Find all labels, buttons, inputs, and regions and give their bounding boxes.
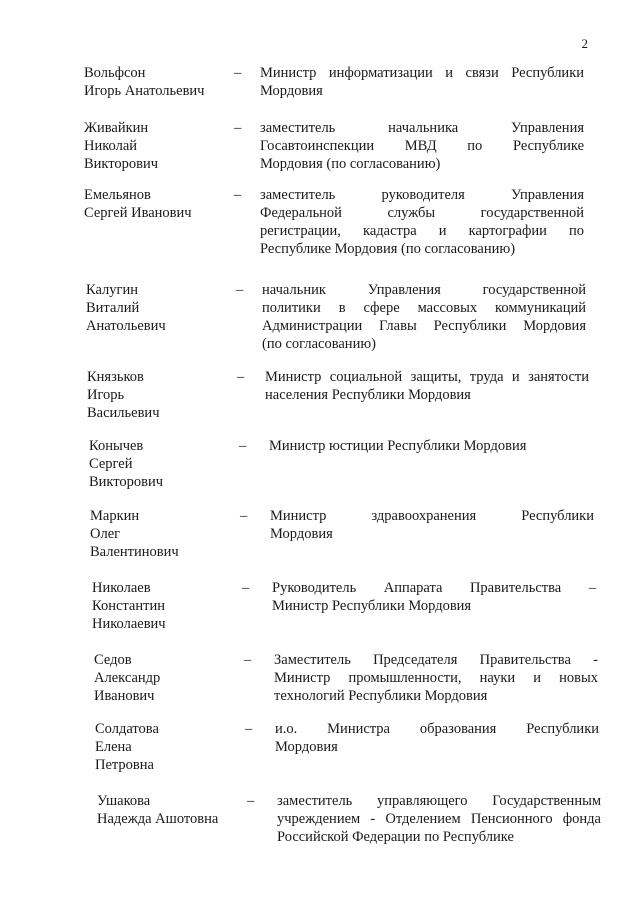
member-name-line: Вольфсон <box>84 65 146 81</box>
member-name-line: Седов <box>94 652 132 668</box>
member-name-line: Васильевич <box>87 405 160 421</box>
member-role-line: учреждением - Отделением Пенсионного фонда <box>277 811 601 827</box>
dash-separator: – <box>234 65 242 81</box>
member-name-line: Князьков <box>87 369 144 385</box>
member-name-line: Петровна <box>95 757 154 773</box>
member-role-line: заместитель управляющего Государственным <box>277 793 601 809</box>
member-role-line: Министр промышленности, науки и новых <box>274 670 598 686</box>
member-name-line: Олег <box>90 526 121 542</box>
member-role-line: Мордовия (по согласованию) <box>260 156 441 172</box>
member-name-line: Калугин <box>86 282 138 298</box>
member-name-line: Валентинович <box>90 544 179 560</box>
member-role-line: Министр Республики Мордовия <box>272 598 472 614</box>
member-role-line: Администрации Главы Республики Мордовия <box>262 318 586 334</box>
member-name-line: Иванович <box>94 688 155 704</box>
dash-separator: – <box>242 580 250 596</box>
member-name-line: Николаев <box>92 580 151 596</box>
member-role-line: Министр здравоохранения Республики <box>270 508 594 524</box>
member-role-line: Мордовия <box>270 526 333 542</box>
member-role <box>260 119 584 173</box>
member-role <box>262 281 586 353</box>
member-role-line: Министр юстиции Республики Мордовия <box>269 438 527 454</box>
member-name-line: Игорь Анатольевич <box>84 83 205 99</box>
member-role-line: Республике Мордовия (по согласованию) <box>260 241 516 257</box>
member-name-line: Емельянов <box>84 187 151 203</box>
dash-separator: – <box>245 721 253 737</box>
member-name-line: Сергей <box>89 456 133 472</box>
member-name-line: Николаевич <box>92 616 166 632</box>
member-name-line: Сергей Иванович <box>84 205 192 221</box>
member-role <box>277 792 601 846</box>
member-name <box>86 281 236 335</box>
dash-separator: – <box>239 438 247 454</box>
member-role-line: начальник Управления государственной <box>262 282 586 298</box>
member-role-line: населения Республики Мордовия <box>265 387 471 403</box>
member-name-line: Елена <box>95 739 132 755</box>
member-role-line: регистрации, кадастра и картографии по <box>260 223 584 239</box>
dash-separator: – <box>237 369 245 385</box>
dash-separator: – <box>236 282 244 298</box>
member-role-line: Госавтоинспекции МВД по Республике <box>260 138 584 154</box>
dash-separator: – <box>240 508 248 524</box>
member-name <box>94 651 244 705</box>
member-role-line: Федеральной службы государственной <box>260 205 584 221</box>
member-role-line: Мордовия <box>275 739 338 755</box>
member-name-line: Конычев <box>89 438 144 454</box>
member-role-line: Министр информатизации и связи Республики <box>260 65 584 81</box>
member-name-line: Ушакова <box>97 793 151 809</box>
member-name-line: Маркин <box>90 508 140 524</box>
member-role-line: и.о. Министра образования Республики <box>275 721 599 737</box>
member-name <box>92 579 242 633</box>
member-role-line: Министр социальной защиты, труда и занятости <box>265 369 589 385</box>
member-name-line: Игорь <box>87 387 125 403</box>
member-role-line: Заместитель Председателя Правительства - <box>274 652 598 668</box>
member-role-line: (по согласованию) <box>262 336 376 352</box>
dash-separator: – <box>234 187 242 203</box>
member-role <box>265 368 589 404</box>
member-name-line: Викторович <box>84 156 159 172</box>
dash-separator: – <box>234 120 242 136</box>
member-role <box>269 437 593 455</box>
member-role-line: заместитель руководителя Управления <box>260 187 584 203</box>
member-name-line: Надежда Ашотовна <box>97 811 219 827</box>
member-role-line: политики в сфере массовых коммуникаций <box>262 300 586 316</box>
member-role <box>275 720 599 756</box>
member-name-line: Александр <box>94 670 161 686</box>
member-name <box>87 368 237 422</box>
member-name <box>84 186 234 222</box>
page-number: 2 <box>581 36 588 51</box>
member-role-line: технологий Республики Мордовия <box>274 688 488 704</box>
member-name-line: Солдатова <box>95 721 159 737</box>
member-role <box>260 64 584 100</box>
member-role <box>260 186 584 258</box>
member-role <box>274 651 598 705</box>
dash-separator: – <box>247 793 255 809</box>
dash-separator: – <box>244 652 252 668</box>
member-name <box>84 119 234 173</box>
member-role-line: Российской Федерации по Республике <box>277 829 514 845</box>
member-name-line: Виталий <box>86 300 140 316</box>
member-name <box>97 792 247 828</box>
member-role-line: Руководитель Аппарата Правительства – <box>272 580 596 596</box>
member-name-line: Анатольевич <box>86 318 166 334</box>
member-name-line: Викторович <box>89 474 164 490</box>
member-name <box>84 64 234 100</box>
member-role-line: заместитель начальника Управления <box>260 120 584 136</box>
member-role <box>272 579 596 615</box>
member-role <box>270 507 594 543</box>
member-role-line: Мордовия <box>260 83 323 99</box>
member-name-line: Константин <box>92 598 165 614</box>
member-name-line: Николай <box>84 138 138 154</box>
member-name <box>90 507 240 561</box>
member-name <box>95 720 245 774</box>
member-name <box>89 437 239 491</box>
member-name-line: Живайкин <box>84 120 149 136</box>
